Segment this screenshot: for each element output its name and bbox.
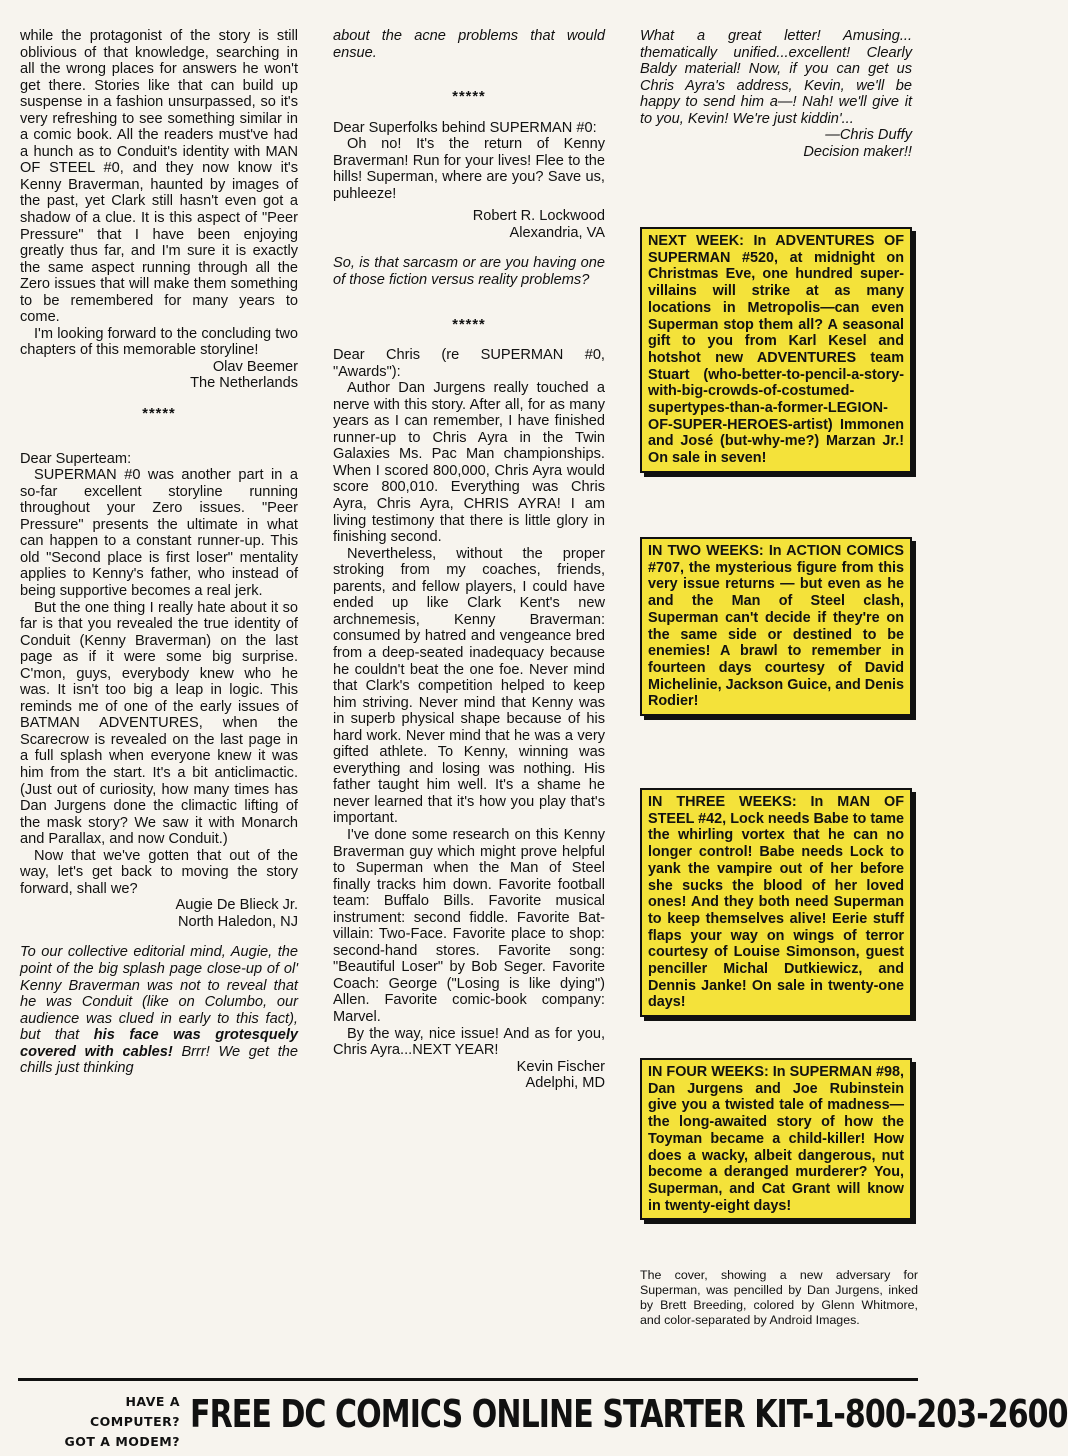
letter-paragraph: Author Dan Jurgens really touched a nerve with this story. After all, for as many years as I can remember, I have finished runner-up to Chris Ayra in the Twin Galaxies Ms. Pac Man championships. When I scored 800,000, Chris Ayra would score 800,010. Everything was Chris Ayra, Chris Ayra, CHRIS AYRA! I am living testimony that there is little glory in finishing second. xyxy=(333,380,605,546)
letter-separator: ***** xyxy=(452,316,486,333)
letter-paragraph: I'm looking forward to the concluding two chapters of this memorable storyline! xyxy=(20,325,298,359)
promo-box-two-weeks: IN TWO WEEKS: In ACTION COMICS #707, the mysterious figure from this very issue returns — but even as he and the Man of Steel clash, Superman can't decide if they're on the same side or destined to be enemies! A brawl to remember in fourteen days courtesy of David Michelinie, Jackson Guice, and Denis Rodier! xyxy=(640,537,912,716)
letter-paragraph: But the one thing I really hate about it so far is that you revealed the true identity of Conduit (Kenny Braverman) on the last page as if it were some big surprise. C'mon, guys, everybody knew who he was. It isn't too big a leap in logic. This reminds me of one of the early issues of BATMAN ADVENTURES, when the Scarecrow is revealed on the last page in a full splash when everyone knew it was him from the start. It's a bit anticlimactic. (Just out of curiosity, how many times has Dan Jurgens done the climactic lifting of the mask story? We saw it with Monarch and Parallax, and now Conduit.) xyxy=(20,599,298,848)
letter-paragraph: By the way, nice issue! And as for you, Chris Ayra...NEXT YEAR! xyxy=(333,1025,605,1059)
letters-column-3 xyxy=(640,28,912,160)
letter-signature-name: Olav Beemer xyxy=(212,358,298,375)
editor-signature-title: Decision maker!! xyxy=(803,143,912,160)
letter-separator: ***** xyxy=(142,406,176,423)
letter-signature-name: Augie De Blieck Jr. xyxy=(175,897,298,914)
letter-paragraph: Now that we've gotten that out of the way, let's get back to moving the story forward, shall we? xyxy=(20,847,298,897)
footer-banner xyxy=(40,1392,1068,1449)
letters-column-1 xyxy=(20,28,298,1077)
editor-reply: So, is that sarcasm or are you having one of those fiction versus reality problems? xyxy=(333,255,605,289)
promo-box-three-weeks: IN THREE WEEKS: In MAN OF STEEL #42, Lock needs Babe to tame the whirling vortex that he can no longer control! Babe needs Lock to yank the vampire out of her before she sucks the blood of her loved ones! And they both need Superman to keep themselves alive! Eerie stuff flaps your way on wings of terror courtesy of Louise Simonson, guest penciller Michal Dutkiewicz, and Dennis Janke! On sale in twenty-one days! xyxy=(640,788,912,1017)
letter-salutation: Dear Chris (re SUPERMAN #0, "Awards"): xyxy=(333,347,605,380)
letters-column-2 xyxy=(333,28,605,1092)
letter-signature-place: North Haledon, NJ xyxy=(177,913,298,930)
banner-question: HAVE A COMPUTER? GOT A MODEM? xyxy=(64,1394,180,1449)
letter-paragraph: I've done some research on this Kenny Braverman guy which might prove helpful to Superman when the Man of Steel finally tracks him down. Favorite football team: Buffalo Bills. Favorite musical instrument: second fiddle. Favorite Bat-villain: Two-Face. Favorite place to shop: second-hand stores. Favorite song: "Beautiful Loser" by Bob Seger. Favorite Coach: George ("Losing is like dying") Allen. Favorite comic-book company: Marvel. xyxy=(333,826,605,1025)
letter-signature-place: Adelphi, MD xyxy=(525,1075,605,1092)
letter-paragraph: Oh no! It's the return of Kenny Braverman! Run for your lives! Flee to the hills! Superman, where are you? Save us, puhleeze! xyxy=(333,136,605,202)
cover-credit: The cover, showing a new adversary for Superman, was pencilled by Dan Jurgens, inked by Brett Breeding, colored by Glenn Whitmore, and color-separated by Android Images. xyxy=(640,1268,918,1327)
editor-signature-name: —Chris Duffy xyxy=(825,127,912,144)
letter-salutation: Dear Superfolks behind SUPERMAN #0: xyxy=(333,119,597,136)
editor-reply: What a great letter! Amusing... thematically unified...excellent! Clearly Baldy material! Now, if you can get us Chris Ayra's address, Kevin, we'll be happy to send him a—! Nah! we'll give it to you, Kevin! We're just kiddin'... xyxy=(640,28,912,127)
letter-separator: ***** xyxy=(452,89,486,106)
letter-signature-place: The Netherlands xyxy=(190,375,298,392)
letter-signature-name: Kevin Fischer xyxy=(516,1058,605,1075)
promo-box-four-weeks: IN FOUR WEEKS: In SUPERMAN #98, Dan Jurgens and Joe Rubinstein give you a twisted tale of madness—the long-awaited story of how the Toyman became a child-killer! How does a wacky, albeit dangerous, nut become a deranged murderer? You, Superman, and Cat Grant will know in twenty-eight days! xyxy=(640,1058,912,1220)
letter-paragraph: SUPERMAN #0 was another part in a so-far excellent storyline running throughout your Zero issues. "Peer Pressure" presents the ultimate in what can happen to a constant runner-up. This old "Second place is first loser" mentality applies to Kenny's father, who instead of being supportive becomes a real jerk. xyxy=(20,467,298,599)
letter-salutation: Dear Superteam: xyxy=(20,450,132,467)
banner-headline: FREE DC COMICS ONLINE STARTER KIT-1-800-203-2600 xyxy=(190,1392,1068,1437)
editor-reply: To our collective editorial mind, Augie, the point of the big splash page close-up of ol' Kenny Braverman was not to reveal that he was Conduit (like on Columbo, our audience was clued in early to this fact), but that his face was grotesquely covered with cables! Brrr! We get the chills just thinking xyxy=(20,944,298,1077)
letter-signature-place: Alexandria, VA xyxy=(509,224,605,241)
letter-paragraph: while the protagonist of the story is still oblivious of that knowledge, searching in all the wrong places for answers he won't get there. Stories like that can build up suspense in a fashion unsurpassed, so it's very refreshing to see something similar in a comic book. All the readers must've had a hunch as to Conduit's identity with MAN OF STEEL #0, and they now know it's Kenny Braverman, haunted by images of the past, yet Clark still hasn't even got a shadow of a clue. It is this aspect of "Peer Pressure" that I have been enjoying greatly thus far, and I'm sure it is exactly the same aspect running through all the Zero issues that will make them something to be remembered for many years to come. xyxy=(20,28,298,326)
letter-signature-name: Robert R. Lockwood xyxy=(472,208,605,225)
promo-box-next-week: NEXT WEEK: In ADVENTURES OF SUPERMAN #520, at midnight on Christmas Eve, one hundred super-villains will strike at as many locations in Metropolis—can even Superman stop them all? A seasonal gift to you from Karl Kesel and hotshot new ADVENTURES team Stuart (who-better-to-pencil-a-story-with-big-crowds-of-costumed-supertypes-than-a-former-LEGION-OF-SUPER-HEROES-artist) Immonen and José (but-why-me?) Marzan Jr.! On sale in seven! xyxy=(640,227,912,473)
letter-paragraph: Nevertheless, without the proper stroking from my coaches, friends, parents, and fellow players, I could have ended up like Clark Kent's new archnemesis, Kenny Braverman: consumed by hatred and vengeance bred from a deep-seated inadequacy because he couldn't beat the one foe. Never mind that Clark's competition helped to keep him striving. Never mind that Kenny was in superb physical shape because of his hard work. Never mind that he was a very gifted athlete. To Kenny, winning was everything and losing was nothing. His father taught him well. It's a shame he never learned that it's how you play that's important. xyxy=(333,545,605,827)
editor-reply: about the acne problems that would ensue. xyxy=(333,28,605,61)
footer-divider xyxy=(18,1378,918,1381)
